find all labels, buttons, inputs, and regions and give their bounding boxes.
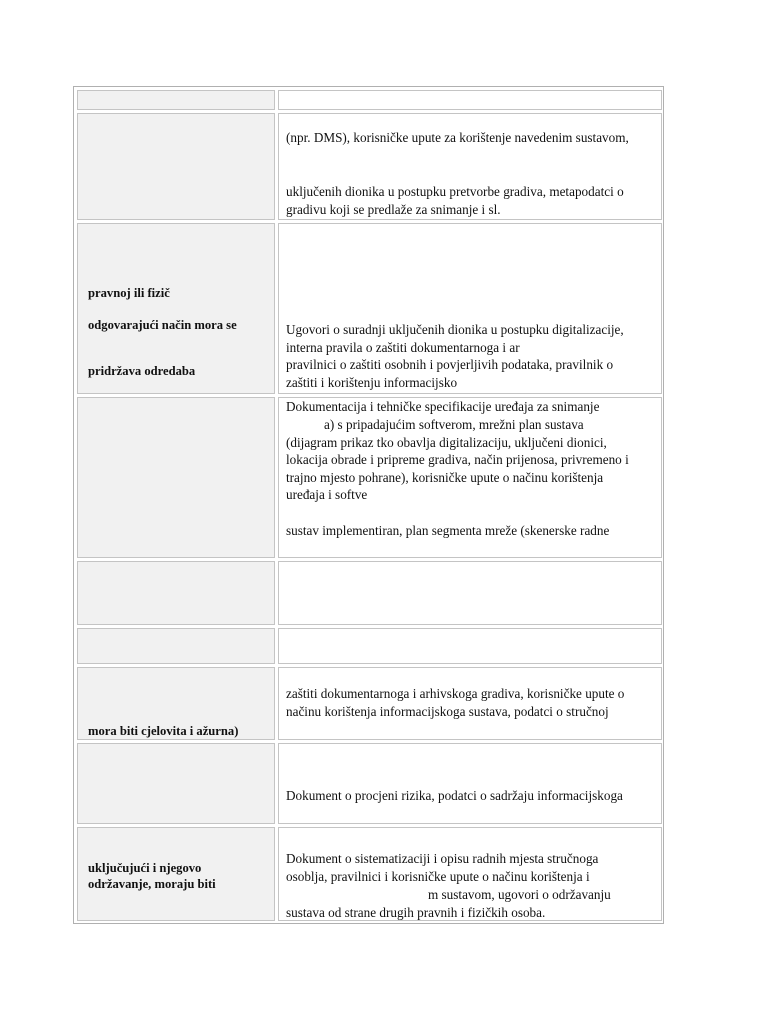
cell-label-line: mora biti cjelovita i ažurna) (88, 724, 239, 738)
table-row-2-right-cell (278, 223, 662, 394)
table-row-0-left-cell (77, 90, 275, 110)
cell-text-line: m sustavom, ugovori o održavanju (428, 887, 611, 902)
cell-text-line: zaštiti dokumentarnoga i arhivskoga gradiva, korisničke upute o (286, 686, 625, 701)
table-row-0-right-cell (278, 90, 662, 110)
table-row-8-left-cell (77, 827, 275, 921)
table-row-5-left-cell (77, 628, 275, 664)
cell-text-line: osoblja, pravilnici i korisničke upute o načinu korištenja i (286, 869, 590, 884)
document-table (73, 86, 664, 924)
table-row-4-right-cell (278, 561, 662, 625)
table-row-3-right-cell (278, 397, 662, 558)
cell-text-line: lokacija obrade i pripreme gradiva, način prijenosa, privremeno i (286, 452, 629, 467)
table-row-6-right-cell (278, 667, 662, 740)
cell-text-line: (dijagram prikaz tko obavlja digitalizaciju, uključeni dionici, (286, 435, 607, 450)
cell-text-line: uređaja i softve (286, 487, 368, 502)
cell-label-line: pravnoj ili fizič (88, 286, 170, 300)
cell-text-line: uključenih dionika u postupku pretvorbe gradiva, metapodatci o (286, 184, 624, 199)
cell-text-line: trajno mjesto pohrane), korisničke upute o načinu korištenja (286, 470, 604, 485)
table-row-1-right-cell (278, 113, 662, 220)
table-row-5-right-cell (278, 628, 662, 664)
cell-text-line: Dokument o procjeni rizika, podatci o sadržaju informacijskoga (286, 788, 623, 803)
cell-text-line: a) s pripadajućim softverom, mrežni plan sustava (324, 417, 584, 432)
cell-label-line: pridržava odredaba (88, 364, 196, 378)
cell-text-line: Dokument o sistematizaciji i opisu radnih mjesta stručnoga (286, 851, 599, 866)
cell-text-line: sustav implementiran, plan segmenta mreže (skenerske radne (286, 523, 610, 538)
table-row-1-left-cell (77, 113, 275, 220)
cell-text-line: Ugovori o suradnji uključenih dionika u postupku digitalizacije, (286, 322, 624, 337)
table-row-6-left-cell (77, 667, 275, 740)
cell-text-line: (npr. DMS), korisničke upute za korištenje navedenim sustavom, (286, 130, 629, 145)
table-row-7-left-cell (77, 743, 275, 824)
cell-text-line: gradivu koji se predlaže za snimanje i sl. (286, 202, 501, 217)
cell-text-line: načinu korištenja informacijskoga sustava, podatci o stručnoj (286, 704, 609, 719)
cell-label-line: uključujući i njegovo (88, 861, 202, 875)
table-row-8-right-cell (278, 827, 662, 921)
cell-text-line: Dokumentacija i tehničke specifikacije uređaja za snimanje (286, 399, 600, 414)
cell-text-line: interna pravila o zaštiti dokumentarnoga i ar (286, 340, 520, 355)
table-row-7-right-cell (278, 743, 662, 824)
cell-text-line: sustava od strane drugih pravnih i fizičkih osoba. (286, 905, 546, 920)
cell-text-line: zaštiti i korištenju informacijsko (286, 375, 458, 390)
table-row-3-left-cell (77, 397, 275, 558)
table-row-4-left-cell (77, 561, 275, 625)
cell-label-line: održavanje, moraju biti (88, 877, 216, 891)
table-row-2-left-cell (77, 223, 275, 394)
cell-text-line: pravilnici o zaštiti osobnih i povjerljivih podataka, pravilnik o (286, 357, 614, 372)
cell-label-line: odgovarajući način mora se (88, 318, 237, 332)
